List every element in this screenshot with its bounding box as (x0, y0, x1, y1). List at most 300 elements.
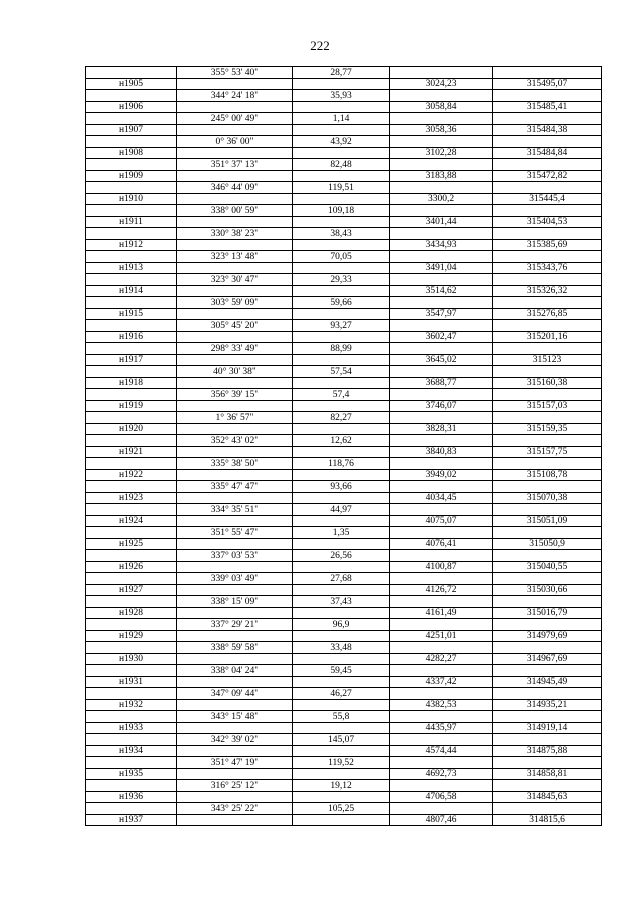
empty-cell (293, 768, 390, 780)
empty-cell (86, 711, 177, 723)
point-row (86, 768, 602, 780)
empty-cell (493, 159, 602, 171)
y-coordinate-cell: 314935,21 (493, 699, 602, 711)
point-id-cell: н1918 (86, 377, 177, 389)
point-id-cell: н1916 (86, 331, 177, 343)
point-row (86, 653, 602, 665)
empty-cell (177, 561, 293, 573)
bearing-cell: 338° 59' 58" (177, 642, 293, 654)
point-row (86, 561, 602, 573)
empty-cell (86, 113, 177, 125)
empty-cell (293, 699, 390, 711)
y-coordinate-cell: 315404,53 (493, 216, 602, 228)
segment-row (86, 711, 602, 723)
empty-cell (390, 619, 493, 631)
x-coordinate-cell: 4034,45 (390, 492, 493, 504)
point-row (86, 469, 602, 481)
bearing-cell: 338° 00' 59" (177, 205, 293, 217)
empty-cell (293, 722, 390, 734)
bearing-cell: 323° 30' 47" (177, 274, 293, 286)
empty-cell (493, 780, 602, 792)
segment-row (86, 642, 602, 654)
y-coordinate-cell: 315484,84 (493, 147, 602, 159)
empty-cell (177, 262, 293, 274)
empty-cell (293, 561, 390, 573)
empty-cell (177, 78, 293, 90)
empty-cell (293, 216, 390, 228)
length-cell: 55,8 (293, 711, 390, 723)
x-coordinate-cell: 4807,46 (390, 814, 493, 826)
empty-cell (86, 389, 177, 401)
y-coordinate-cell: 314845,63 (493, 791, 602, 803)
empty-cell (86, 228, 177, 240)
y-coordinate-cell: 315157,75 (493, 446, 602, 458)
empty-cell (177, 354, 293, 366)
empty-cell (86, 780, 177, 792)
empty-cell (86, 458, 177, 470)
empty-cell (293, 630, 390, 642)
empty-cell (390, 366, 493, 378)
y-coordinate-cell: 314875,88 (493, 745, 602, 757)
y-coordinate-cell: 315472,82 (493, 170, 602, 182)
segment-row (86, 458, 602, 470)
empty-cell (86, 642, 177, 654)
empty-cell (493, 412, 602, 424)
segment-row (86, 251, 602, 263)
empty-cell (86, 665, 177, 677)
empty-cell (390, 136, 493, 148)
point-row (86, 354, 602, 366)
bearing-cell: 351° 55' 47" (177, 527, 293, 539)
empty-cell (390, 596, 493, 608)
empty-cell (86, 274, 177, 286)
empty-cell (390, 182, 493, 194)
point-id-cell: н1911 (86, 216, 177, 228)
point-row (86, 377, 602, 389)
point-id-cell: н1920 (86, 423, 177, 435)
point-id-cell: н1924 (86, 515, 177, 527)
empty-cell (493, 343, 602, 355)
empty-cell (293, 377, 390, 389)
y-coordinate-cell: 315160,38 (493, 377, 602, 389)
point-id-cell: н1907 (86, 124, 177, 136)
empty-cell (177, 239, 293, 251)
page-number: 222 (310, 38, 330, 53)
empty-cell (293, 193, 390, 205)
empty-cell (390, 803, 493, 815)
y-coordinate-cell: 315343,76 (493, 262, 602, 274)
empty-cell (390, 297, 493, 309)
bearing-cell: 337° 03' 53" (177, 550, 293, 562)
empty-cell (390, 642, 493, 654)
empty-cell (493, 642, 602, 654)
empty-cell (493, 251, 602, 263)
empty-cell (390, 435, 493, 447)
x-coordinate-cell: 3434,93 (390, 239, 493, 251)
y-coordinate-cell: 315276,85 (493, 308, 602, 320)
empty-cell (293, 400, 390, 412)
segment-row (86, 366, 602, 378)
y-coordinate-cell: 315050,9 (493, 538, 602, 550)
length-cell: 88,99 (293, 343, 390, 355)
empty-cell (390, 688, 493, 700)
point-row (86, 331, 602, 343)
point-row (86, 400, 602, 412)
empty-cell (293, 308, 390, 320)
x-coordinate-cell: 3183,88 (390, 170, 493, 182)
point-row (86, 722, 602, 734)
bearing-cell: 347° 09' 44" (177, 688, 293, 700)
empty-cell (493, 228, 602, 240)
empty-cell (493, 665, 602, 677)
point-row (86, 170, 602, 182)
point-row (86, 492, 602, 504)
empty-cell (493, 366, 602, 378)
x-coordinate-cell: 4100,87 (390, 561, 493, 573)
length-cell: 145,07 (293, 734, 390, 746)
empty-cell (493, 458, 602, 470)
segment-row (86, 228, 602, 240)
segment-row (86, 90, 602, 102)
point-row (86, 239, 602, 251)
bearing-cell: 330° 38' 23" (177, 228, 293, 240)
empty-cell (86, 90, 177, 102)
empty-cell (177, 308, 293, 320)
length-cell: 93,27 (293, 320, 390, 332)
point-row (86, 423, 602, 435)
empty-cell (86, 688, 177, 700)
point-id-cell: н1931 (86, 676, 177, 688)
x-coordinate-cell: 3491,04 (390, 262, 493, 274)
segment-row (86, 734, 602, 746)
empty-cell (493, 734, 602, 746)
length-cell: 82,48 (293, 159, 390, 171)
length-cell: 57,4 (293, 389, 390, 401)
point-row (86, 607, 602, 619)
empty-cell (86, 205, 177, 217)
y-coordinate-cell: 315030,66 (493, 584, 602, 596)
segment-row (86, 550, 602, 562)
segment-row (86, 182, 602, 194)
y-coordinate-cell: 314919,14 (493, 722, 602, 734)
empty-cell (493, 274, 602, 286)
y-coordinate-cell: 314979,69 (493, 630, 602, 642)
length-cell: 105,25 (293, 803, 390, 815)
bearing-cell: 351° 47' 19" (177, 757, 293, 769)
segment-row (86, 573, 602, 585)
empty-cell (390, 113, 493, 125)
empty-cell (493, 619, 602, 631)
empty-cell (390, 711, 493, 723)
segment-row (86, 297, 602, 309)
bearing-cell: 40° 30' 38" (177, 366, 293, 378)
length-cell: 1,14 (293, 113, 390, 125)
bearing-cell: 343° 25' 22" (177, 803, 293, 815)
empty-cell (177, 216, 293, 228)
y-coordinate-cell: 315051,09 (493, 515, 602, 527)
empty-cell (390, 550, 493, 562)
bearing-cell: 316° 25' 12" (177, 780, 293, 792)
y-coordinate-cell: 315123 (493, 354, 602, 366)
length-cell: 82,27 (293, 412, 390, 424)
length-cell: 28,77 (293, 67, 390, 79)
y-coordinate-cell: 315070,38 (493, 492, 602, 504)
x-coordinate-cell: 3401,44 (390, 216, 493, 228)
segment-row (86, 389, 602, 401)
empty-cell (177, 124, 293, 136)
empty-cell (293, 331, 390, 343)
empty-cell (390, 320, 493, 332)
empty-cell (390, 274, 493, 286)
point-row (86, 791, 602, 803)
empty-cell (177, 584, 293, 596)
empty-cell (493, 757, 602, 769)
empty-cell (293, 469, 390, 481)
bearing-cell: 323° 13' 48" (177, 251, 293, 263)
empty-cell (390, 458, 493, 470)
empty-cell (293, 170, 390, 182)
length-cell: 119,52 (293, 757, 390, 769)
bearing-cell: 343° 15' 48" (177, 711, 293, 723)
empty-cell (493, 596, 602, 608)
empty-cell (86, 412, 177, 424)
point-row (86, 193, 602, 205)
segment-row (86, 136, 602, 148)
empty-cell (177, 791, 293, 803)
empty-cell (177, 492, 293, 504)
empty-cell (86, 550, 177, 562)
empty-cell (493, 527, 602, 539)
empty-cell (86, 803, 177, 815)
length-cell: 26,56 (293, 550, 390, 562)
empty-cell (293, 262, 390, 274)
point-id-cell: н1927 (86, 584, 177, 596)
empty-cell (293, 814, 390, 826)
empty-cell (86, 159, 177, 171)
bearing-cell: 337° 29' 21" (177, 619, 293, 631)
empty-cell (293, 354, 390, 366)
empty-cell (493, 67, 602, 79)
empty-cell (390, 205, 493, 217)
x-coordinate-cell: 3102,28 (390, 147, 493, 159)
point-row (86, 216, 602, 228)
point-row (86, 699, 602, 711)
bearing-cell: 344° 24' 18" (177, 90, 293, 102)
point-row (86, 78, 602, 90)
length-cell: 29,33 (293, 274, 390, 286)
empty-cell (86, 251, 177, 263)
point-id-cell: н1919 (86, 400, 177, 412)
y-coordinate-cell: 315108,78 (493, 469, 602, 481)
y-coordinate-cell: 314945,49 (493, 676, 602, 688)
empty-cell (177, 607, 293, 619)
empty-cell (86, 573, 177, 585)
point-id-cell: н1913 (86, 262, 177, 274)
empty-cell (493, 320, 602, 332)
empty-cell (293, 423, 390, 435)
x-coordinate-cell: 4076,41 (390, 538, 493, 550)
point-id-cell: н1930 (86, 653, 177, 665)
length-cell: 70,05 (293, 251, 390, 263)
bearing-cell: 303° 59' 09" (177, 297, 293, 309)
empty-cell (493, 389, 602, 401)
x-coordinate-cell: 4692,73 (390, 768, 493, 780)
bearing-cell: 338° 15' 09" (177, 596, 293, 608)
length-cell: 96,9 (293, 619, 390, 631)
y-coordinate-cell: 315485,41 (493, 101, 602, 113)
length-cell: 1,35 (293, 527, 390, 539)
bearing-cell: 0° 36' 00" (177, 136, 293, 148)
empty-cell (177, 768, 293, 780)
empty-cell (493, 481, 602, 493)
empty-cell (293, 584, 390, 596)
segment-row (86, 412, 602, 424)
coordinates-table (85, 66, 602, 826)
empty-cell (493, 435, 602, 447)
point-id-cell: н1917 (86, 354, 177, 366)
empty-cell (493, 711, 602, 723)
bearing-cell: 342° 39' 02" (177, 734, 293, 746)
empty-cell (86, 481, 177, 493)
length-cell: 46,27 (293, 688, 390, 700)
empty-cell (86, 504, 177, 516)
empty-cell (86, 734, 177, 746)
y-coordinate-cell: 315484,38 (493, 124, 602, 136)
length-cell: 12,62 (293, 435, 390, 447)
point-row (86, 262, 602, 274)
empty-cell (177, 515, 293, 527)
y-coordinate-cell: 315016,79 (493, 607, 602, 619)
point-row (86, 584, 602, 596)
point-id-cell: н1925 (86, 538, 177, 550)
length-cell: 119,51 (293, 182, 390, 194)
segment-row (86, 320, 602, 332)
point-id-cell: н1906 (86, 101, 177, 113)
length-cell: 59,45 (293, 665, 390, 677)
empty-cell (177, 147, 293, 159)
point-id-cell: н1934 (86, 745, 177, 757)
length-cell: 19,12 (293, 780, 390, 792)
x-coordinate-cell: 3840,83 (390, 446, 493, 458)
empty-cell (493, 297, 602, 309)
y-coordinate-cell: 315495,07 (493, 78, 602, 90)
empty-cell (293, 285, 390, 297)
empty-cell (177, 331, 293, 343)
x-coordinate-cell: 3688,77 (390, 377, 493, 389)
point-row (86, 745, 602, 757)
empty-cell (86, 343, 177, 355)
empty-cell (293, 239, 390, 251)
empty-cell (390, 780, 493, 792)
empty-cell (177, 653, 293, 665)
bearing-cell: 298° 33' 49" (177, 343, 293, 355)
segment-row (86, 113, 602, 125)
x-coordinate-cell: 3058,84 (390, 101, 493, 113)
point-row (86, 538, 602, 550)
bearing-cell: 339° 03' 49" (177, 573, 293, 585)
point-id-cell: н1921 (86, 446, 177, 458)
point-id-cell: н1932 (86, 699, 177, 711)
point-id-cell: н1909 (86, 170, 177, 182)
empty-cell (293, 78, 390, 90)
empty-cell (86, 757, 177, 769)
point-row (86, 101, 602, 113)
point-row (86, 630, 602, 642)
length-cell: 59,66 (293, 297, 390, 309)
segment-row (86, 803, 602, 815)
y-coordinate-cell: 315445,4 (493, 193, 602, 205)
bearing-cell: 352° 43' 02" (177, 435, 293, 447)
x-coordinate-cell: 4574,44 (390, 745, 493, 757)
y-coordinate-cell: 315385,69 (493, 239, 602, 251)
point-id-cell: н1905 (86, 78, 177, 90)
empty-cell (390, 573, 493, 585)
x-coordinate-cell: 4382,53 (390, 699, 493, 711)
empty-cell (177, 101, 293, 113)
x-coordinate-cell: 3602,47 (390, 331, 493, 343)
empty-cell (293, 147, 390, 159)
empty-cell (177, 745, 293, 757)
empty-cell (390, 251, 493, 263)
point-id-cell: н1935 (86, 768, 177, 780)
segment-row (86, 274, 602, 286)
x-coordinate-cell: 3746,07 (390, 400, 493, 412)
y-coordinate-cell: 314967,69 (493, 653, 602, 665)
point-id-cell: н1929 (86, 630, 177, 642)
segment-row (86, 527, 602, 539)
point-row (86, 814, 602, 826)
bearing-cell: 305° 45' 20" (177, 320, 293, 332)
empty-cell (293, 745, 390, 757)
empty-cell (293, 492, 390, 504)
empty-cell (390, 159, 493, 171)
point-id-cell: н1928 (86, 607, 177, 619)
x-coordinate-cell: 3645,02 (390, 354, 493, 366)
bearing-cell: 245° 00' 49" (177, 113, 293, 125)
length-cell: 118,76 (293, 458, 390, 470)
x-coordinate-cell: 4251,01 (390, 630, 493, 642)
point-id-cell: н1914 (86, 285, 177, 297)
x-coordinate-cell: 4435,97 (390, 722, 493, 734)
x-coordinate-cell: 3828,31 (390, 423, 493, 435)
empty-cell (493, 90, 602, 102)
segment-row (86, 205, 602, 217)
empty-cell (293, 607, 390, 619)
empty-cell (390, 228, 493, 240)
length-cell: 33,48 (293, 642, 390, 654)
point-row (86, 124, 602, 136)
bearing-cell: 1° 36' 57" (177, 412, 293, 424)
empty-cell (390, 343, 493, 355)
empty-cell (493, 136, 602, 148)
bearing-cell: 335° 38' 50" (177, 458, 293, 470)
x-coordinate-cell: 4161,49 (390, 607, 493, 619)
empty-cell (177, 423, 293, 435)
empty-cell (390, 67, 493, 79)
segment-row (86, 343, 602, 355)
segment-row (86, 481, 602, 493)
point-row (86, 515, 602, 527)
y-coordinate-cell: 314815,6 (493, 814, 602, 826)
empty-cell (493, 205, 602, 217)
x-coordinate-cell: 4337,42 (390, 676, 493, 688)
empty-cell (293, 101, 390, 113)
y-coordinate-cell: 314858,81 (493, 768, 602, 780)
empty-cell (293, 653, 390, 665)
point-id-cell: н1937 (86, 814, 177, 826)
y-coordinate-cell: 315201,16 (493, 331, 602, 343)
bearing-cell: 356° 39' 15" (177, 389, 293, 401)
